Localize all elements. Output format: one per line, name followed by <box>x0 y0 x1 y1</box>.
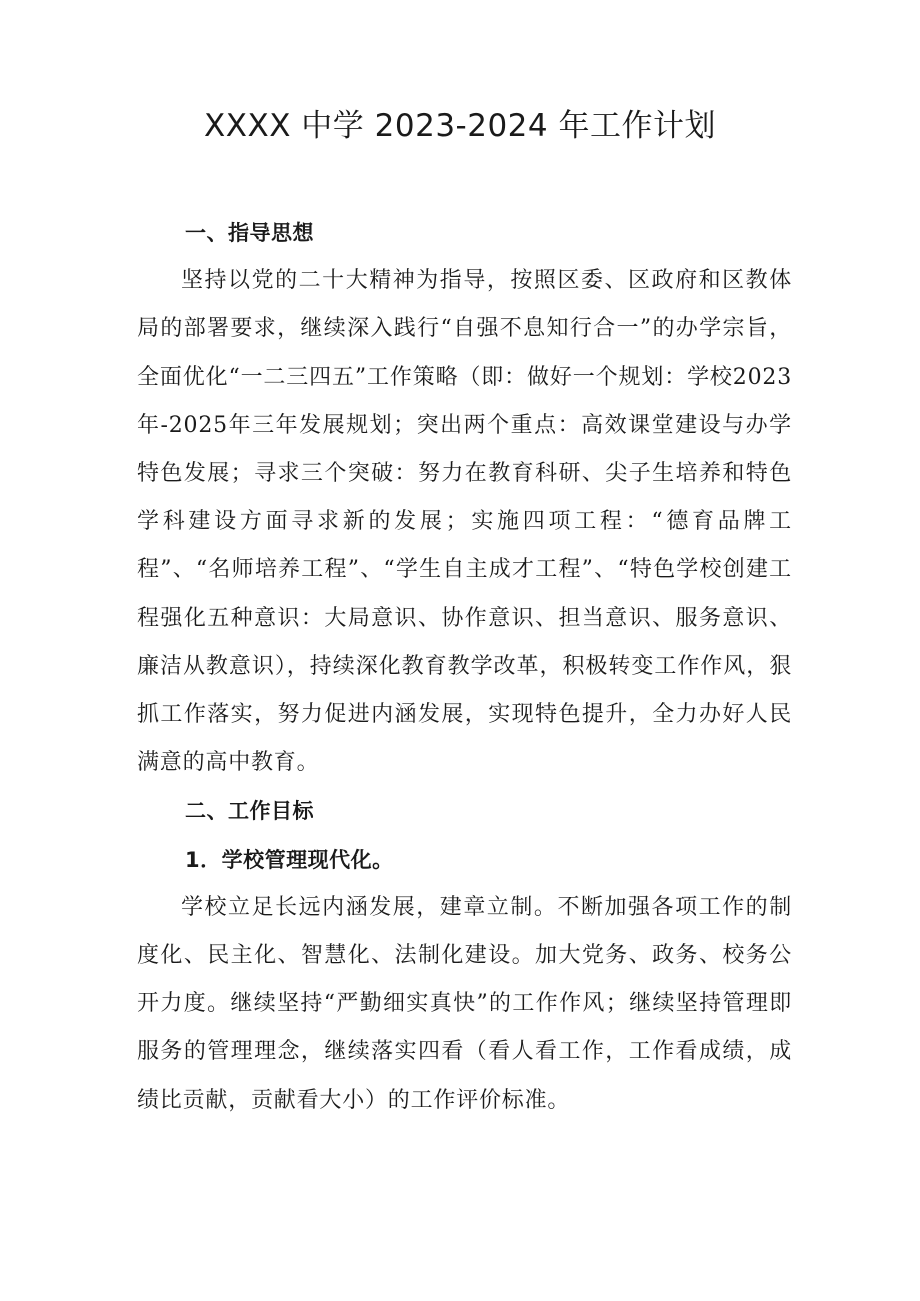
document-body <box>137 209 792 1125</box>
paragraph-guiding-ideology: 坚持以党的二十大精神为指导，按照区委、区政府和区教体局的部署要求，继续深入践行“自强不息知行合一”的办学宗旨，全面优化“一二三四五”工作策略（即：做好一个规划：学校2023年-2025年三年发展规划；突出两个重点：高效课堂建设与办学特色发展；寻求三个突破：努力在教育科研、尖子生培养和特色学科建设方面寻求新的发展；实施四项工程：“德育品牌工程”、“名师培养工程”、“学生自主成才工程”、“特色学校创建工程强化五种意识：大局意识、协作意识、担当意识、服务意识、廉洁从教意识），持续深化教育教学改革，积极转变工作作风，狠抓工作落实，努力促进内涵发展，实现特色提升，全力办好人民满意的高中教育。 <box>137 268 792 776</box>
section-heading-guiding-ideology: 一、指导思想 <box>185 221 314 245</box>
section-heading-work-goals: 二、工作目标 <box>185 799 314 824</box>
paragraph-school-management: 学校立足长远内涵发展，建章立制。不断加强各项工作的制度化、民主化、智慧化、法制化建设。加大党务、政务、校务公开力度。继续坚持“严勤细实真快”的工作作风；继续坚持管理即服务的管理理念，继续落实四看（看人看工作，工作看成绩，成绩比贡献，贡献看大小）的工作评价标准。 <box>137 894 792 1113</box>
subheading-school-management: 1．学校管理现代化。 <box>185 847 394 872</box>
document-title: XXXX 中学 2023-2024 年工作计划 <box>204 108 716 144</box>
